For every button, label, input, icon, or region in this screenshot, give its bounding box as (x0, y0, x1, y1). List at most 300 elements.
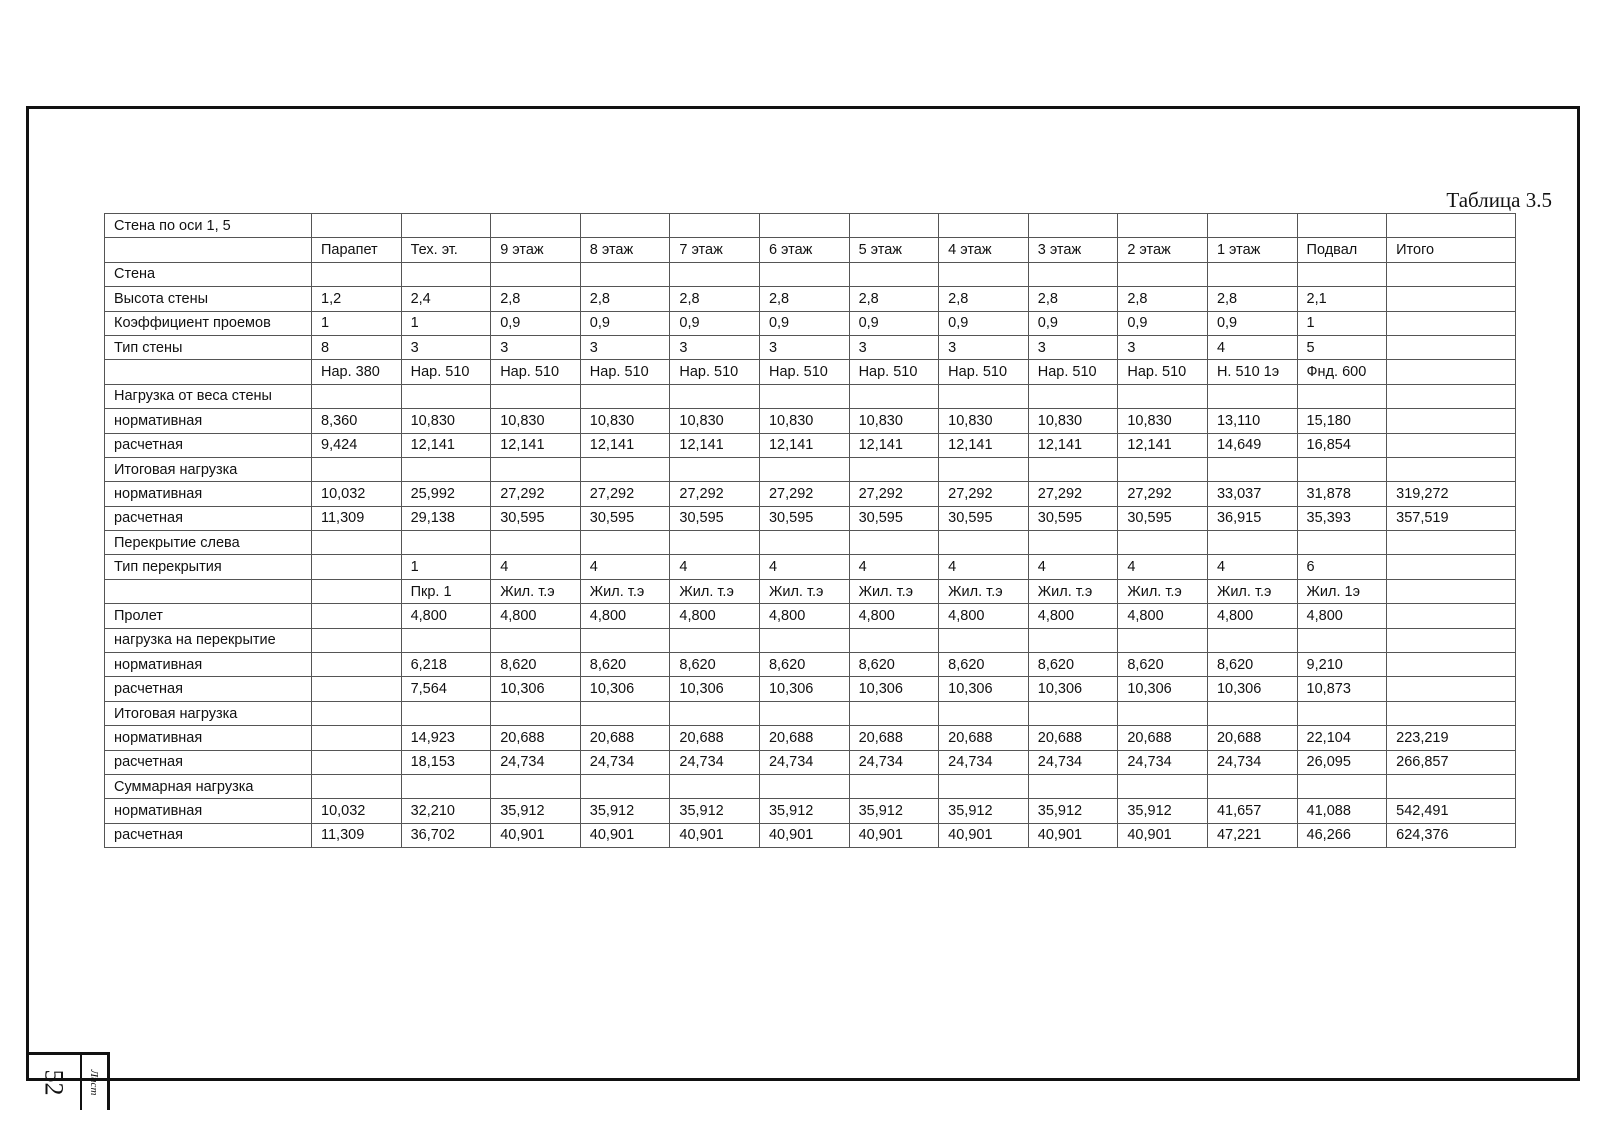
value-cell: 35,912 (670, 799, 760, 823)
total-cell (1387, 653, 1516, 677)
value-cell: 40,901 (670, 823, 760, 847)
value-cell: 12,141 (849, 433, 939, 457)
value-cell: Жил. т.э (849, 579, 939, 603)
value-cell (401, 628, 491, 652)
value-cell (491, 262, 581, 286)
value-cell: 4,800 (670, 604, 760, 628)
total-cell: 357,519 (1387, 506, 1516, 530)
value-cell (1297, 214, 1387, 238)
value-cell: 1 (312, 311, 402, 335)
value-cell (312, 726, 402, 750)
value-cell: 7,564 (401, 677, 491, 701)
value-cell: 31,878 (1297, 482, 1387, 506)
row-label-cell (105, 238, 312, 262)
value-cell: 8,620 (1028, 653, 1118, 677)
total-cell (1387, 604, 1516, 628)
table-row (105, 506, 1516, 530)
value-cell: 12,141 (759, 433, 849, 457)
value-cell: 24,734 (1207, 750, 1297, 774)
value-cell: 30,595 (1028, 506, 1118, 530)
total-cell (1387, 555, 1516, 579)
value-cell (849, 628, 939, 652)
load-table (104, 213, 1516, 848)
total-cell (1387, 628, 1516, 652)
value-cell: 4,800 (1118, 604, 1208, 628)
value-cell (759, 531, 849, 555)
load-table-body (105, 214, 1516, 848)
value-cell: 4 (580, 555, 670, 579)
value-cell: 3 (491, 335, 581, 359)
value-cell (1028, 701, 1118, 725)
value-cell: 1 этаж (1207, 238, 1297, 262)
value-cell (759, 214, 849, 238)
total-cell (1387, 262, 1516, 286)
value-cell: 25,992 (401, 482, 491, 506)
value-cell: 2,1 (1297, 287, 1387, 311)
value-cell (1297, 628, 1387, 652)
value-cell: 20,688 (939, 726, 1029, 750)
value-cell (580, 774, 670, 798)
value-cell (939, 628, 1029, 652)
sheet-number: 52 (40, 1069, 69, 1096)
value-cell: Жил. т.э (759, 579, 849, 603)
total-cell (1387, 335, 1516, 359)
value-cell (849, 774, 939, 798)
value-cell (312, 262, 402, 286)
value-cell: 3 (580, 335, 670, 359)
value-cell: 4,800 (1028, 604, 1118, 628)
row-label-cell: Итоговая нагрузка (105, 701, 312, 725)
value-cell: 10,830 (1118, 409, 1208, 433)
value-cell: 40,901 (1118, 823, 1208, 847)
table-row (105, 384, 1516, 408)
value-cell: 6 этаж (759, 238, 849, 262)
value-cell: 24,734 (939, 750, 1029, 774)
value-cell: 8,620 (1118, 653, 1208, 677)
value-cell (939, 531, 1029, 555)
value-cell (1028, 214, 1118, 238)
value-cell (849, 701, 939, 725)
value-cell (1028, 628, 1118, 652)
value-cell: Жил. т.э (491, 579, 581, 603)
row-label-cell: нормативная (105, 799, 312, 823)
value-cell: 3 (1118, 335, 1208, 359)
value-cell (849, 262, 939, 286)
value-cell: 2 этаж (1118, 238, 1208, 262)
table-row (105, 433, 1516, 457)
value-cell: 4,800 (580, 604, 670, 628)
value-cell: 3 (759, 335, 849, 359)
value-cell: 40,901 (849, 823, 939, 847)
value-cell (939, 774, 1029, 798)
value-cell: 9 этаж (491, 238, 581, 262)
value-cell: Тех. эт. (401, 238, 491, 262)
value-cell: 35,912 (1028, 799, 1118, 823)
value-cell: 22,104 (1297, 726, 1387, 750)
value-cell: Жил. т.э (939, 579, 1029, 603)
value-cell (312, 750, 402, 774)
total-cell: Итого (1387, 238, 1516, 262)
value-cell (312, 774, 402, 798)
table-row (105, 409, 1516, 433)
row-label-cell: Нагрузка от веса стены (105, 384, 312, 408)
row-label-cell: расчетная (105, 750, 312, 774)
value-cell: 30,595 (939, 506, 1029, 530)
value-cell: 10,306 (1118, 677, 1208, 701)
value-cell: 10,830 (759, 409, 849, 433)
total-cell (1387, 214, 1516, 238)
value-cell: 2,8 (1207, 287, 1297, 311)
value-cell: 36,915 (1207, 506, 1297, 530)
value-cell (759, 774, 849, 798)
row-label-cell: Итоговая нагрузка (105, 457, 312, 481)
value-cell: 9,424 (312, 433, 402, 457)
value-cell: 4 (849, 555, 939, 579)
table-row (105, 457, 1516, 481)
value-cell: 30,595 (849, 506, 939, 530)
row-label-cell: расчетная (105, 433, 312, 457)
value-cell: 27,292 (849, 482, 939, 506)
value-cell: 0,9 (1028, 311, 1118, 335)
value-cell: 14,923 (401, 726, 491, 750)
total-cell (1387, 384, 1516, 408)
value-cell: 40,901 (1028, 823, 1118, 847)
value-cell: 27,292 (759, 482, 849, 506)
value-cell (491, 701, 581, 725)
value-cell: 20,688 (759, 726, 849, 750)
value-cell: 24,734 (670, 750, 760, 774)
value-cell: 10,306 (670, 677, 760, 701)
value-cell: 13,110 (1207, 409, 1297, 433)
value-cell: 6,218 (401, 653, 491, 677)
value-cell (401, 701, 491, 725)
value-cell: 27,292 (939, 482, 1029, 506)
value-cell (939, 701, 1029, 725)
total-cell (1387, 677, 1516, 701)
value-cell: 24,734 (580, 750, 670, 774)
value-cell (1297, 701, 1387, 725)
table-row (105, 555, 1516, 579)
value-cell: 0,9 (939, 311, 1029, 335)
value-cell: 8,620 (1207, 653, 1297, 677)
value-cell: Нар. 510 (670, 360, 760, 384)
value-cell (312, 604, 402, 628)
row-label-cell: Перекрытие слева (105, 531, 312, 555)
value-cell (1297, 457, 1387, 481)
value-cell: 3 (670, 335, 760, 359)
value-cell: Нар. 510 (401, 360, 491, 384)
total-cell: 223,219 (1387, 726, 1516, 750)
value-cell (1297, 384, 1387, 408)
value-cell (849, 384, 939, 408)
table-row (105, 823, 1516, 847)
total-cell (1387, 311, 1516, 335)
value-cell: 4,800 (491, 604, 581, 628)
value-cell: 12,141 (580, 433, 670, 457)
row-label-cell: Тип стены (105, 335, 312, 359)
table-row (105, 604, 1516, 628)
value-cell: 8,620 (759, 653, 849, 677)
value-cell: 10,306 (849, 677, 939, 701)
value-cell: 27,292 (491, 482, 581, 506)
value-cell (312, 701, 402, 725)
value-cell: 1 (401, 311, 491, 335)
value-cell: 3 (401, 335, 491, 359)
value-cell: 24,734 (1028, 750, 1118, 774)
value-cell: 4,800 (401, 604, 491, 628)
table-row (105, 238, 1516, 262)
value-cell: Подвал (1297, 238, 1387, 262)
value-cell (491, 628, 581, 652)
value-cell: Жил. т.э (1028, 579, 1118, 603)
value-cell: 29,138 (401, 506, 491, 530)
value-cell (312, 579, 402, 603)
value-cell: Жил. т.э (580, 579, 670, 603)
total-cell (1387, 531, 1516, 555)
value-cell: 41,088 (1297, 799, 1387, 823)
value-cell: 2,4 (401, 287, 491, 311)
total-cell: 266,857 (1387, 750, 1516, 774)
value-cell: 8,620 (491, 653, 581, 677)
value-cell: 26,095 (1297, 750, 1387, 774)
value-cell: 10,830 (401, 409, 491, 433)
value-cell (1028, 262, 1118, 286)
value-cell: 11,309 (312, 506, 402, 530)
value-cell (1207, 628, 1297, 652)
table-row (105, 287, 1516, 311)
table-row (105, 262, 1516, 286)
value-cell: 24,734 (491, 750, 581, 774)
value-cell (849, 457, 939, 481)
value-cell (1207, 384, 1297, 408)
value-cell: 35,912 (1118, 799, 1208, 823)
value-cell: 0,9 (1118, 311, 1208, 335)
value-cell: 40,901 (580, 823, 670, 847)
sheet-stamp (26, 1052, 110, 1110)
value-cell: 3 (849, 335, 939, 359)
value-cell (939, 262, 1029, 286)
value-cell: 3 (939, 335, 1029, 359)
value-cell: 20,688 (1028, 726, 1118, 750)
value-cell: 35,393 (1297, 506, 1387, 530)
table-row (105, 726, 1516, 750)
total-cell (1387, 287, 1516, 311)
value-cell: 10,830 (939, 409, 1029, 433)
value-cell (670, 701, 760, 725)
value-cell: 3 этаж (1028, 238, 1118, 262)
value-cell: 30,595 (580, 506, 670, 530)
value-cell: Жил. 1э (1297, 579, 1387, 603)
value-cell (939, 457, 1029, 481)
value-cell: 0,9 (849, 311, 939, 335)
row-label-cell: Стена (105, 262, 312, 286)
value-cell: Нар. 510 (580, 360, 670, 384)
value-cell: 24,734 (1118, 750, 1208, 774)
value-cell: Нар. 510 (939, 360, 1029, 384)
value-cell: 1,2 (312, 287, 402, 311)
value-cell: Парапет (312, 238, 402, 262)
value-cell (670, 628, 760, 652)
value-cell: 12,141 (1118, 433, 1208, 457)
row-label-cell: Стена по оси 1, 5 (105, 214, 312, 238)
value-cell (401, 531, 491, 555)
value-cell: 30,595 (1118, 506, 1208, 530)
value-cell: 4 (1118, 555, 1208, 579)
value-cell (1028, 384, 1118, 408)
value-cell (1118, 457, 1208, 481)
value-cell (401, 774, 491, 798)
value-cell: Нар. 510 (1118, 360, 1208, 384)
value-cell: 32,210 (401, 799, 491, 823)
value-cell: 30,595 (670, 506, 760, 530)
value-cell (401, 214, 491, 238)
value-cell: 8,620 (939, 653, 1029, 677)
value-cell: 10,306 (491, 677, 581, 701)
value-cell: 2,8 (939, 287, 1029, 311)
table-row (105, 750, 1516, 774)
value-cell (670, 214, 760, 238)
value-cell: 1 (1297, 311, 1387, 335)
value-cell: 10,873 (1297, 677, 1387, 701)
value-cell (1207, 774, 1297, 798)
value-cell: 6 (1297, 555, 1387, 579)
value-cell (759, 628, 849, 652)
value-cell (1118, 531, 1208, 555)
row-label-cell: нормативная (105, 726, 312, 750)
value-cell (1118, 384, 1208, 408)
value-cell: 4 (1207, 555, 1297, 579)
value-cell: 8 (312, 335, 402, 359)
value-cell: 35,912 (759, 799, 849, 823)
value-cell: Фнд. 600 (1297, 360, 1387, 384)
value-cell: 20,688 (670, 726, 760, 750)
total-cell: 319,272 (1387, 482, 1516, 506)
value-cell: 8,620 (670, 653, 760, 677)
value-cell: 20,688 (580, 726, 670, 750)
table-row (105, 799, 1516, 823)
value-cell: 46,266 (1297, 823, 1387, 847)
total-cell (1387, 774, 1516, 798)
table-row (105, 774, 1516, 798)
value-cell: 30,595 (759, 506, 849, 530)
value-cell: 8 этаж (580, 238, 670, 262)
row-label-cell (105, 579, 312, 603)
row-label-cell: расчетная (105, 823, 312, 847)
value-cell: 10,032 (312, 799, 402, 823)
value-cell (670, 384, 760, 408)
value-cell: 4 (939, 555, 1029, 579)
value-cell: 11,309 (312, 823, 402, 847)
table-row (105, 311, 1516, 335)
value-cell (580, 628, 670, 652)
value-cell: 10,032 (312, 482, 402, 506)
total-cell (1387, 409, 1516, 433)
value-cell: 20,688 (849, 726, 939, 750)
value-cell: Жил. т.э (670, 579, 760, 603)
total-cell (1387, 360, 1516, 384)
value-cell: 10,830 (670, 409, 760, 433)
row-label-cell: Коэффициент проемов (105, 311, 312, 335)
value-cell (1297, 774, 1387, 798)
value-cell (312, 214, 402, 238)
value-cell (1028, 531, 1118, 555)
value-cell: 8,620 (580, 653, 670, 677)
table-row (105, 653, 1516, 677)
sheet-label: Лист (88, 1069, 101, 1096)
row-label-cell (105, 360, 312, 384)
table-row (105, 335, 1516, 359)
value-cell (670, 457, 760, 481)
value-cell: Жил. т.э (1118, 579, 1208, 603)
value-cell: 12,141 (401, 433, 491, 457)
table-caption: Таблица 3.5 (1446, 188, 1552, 212)
value-cell: Нар. 510 (491, 360, 581, 384)
value-cell: 27,292 (1028, 482, 1118, 506)
value-cell (401, 384, 491, 408)
value-cell: 20,688 (491, 726, 581, 750)
value-cell (1297, 531, 1387, 555)
value-cell: 4 (670, 555, 760, 579)
value-cell: Пкр. 1 (401, 579, 491, 603)
value-cell: 15,180 (1297, 409, 1387, 433)
value-cell (1297, 262, 1387, 286)
value-cell: Нар. 510 (759, 360, 849, 384)
value-cell (670, 262, 760, 286)
row-label-cell: нагрузка на перекрытие (105, 628, 312, 652)
value-cell: 2,8 (580, 287, 670, 311)
value-cell: 12,141 (1028, 433, 1118, 457)
value-cell (1118, 628, 1208, 652)
row-label-cell: нормативная (105, 482, 312, 506)
value-cell (491, 384, 581, 408)
value-cell: 10,306 (1207, 677, 1297, 701)
value-cell: 10,830 (491, 409, 581, 433)
table-row (105, 701, 1516, 725)
value-cell (849, 531, 939, 555)
value-cell (670, 774, 760, 798)
value-cell: 8,620 (849, 653, 939, 677)
total-cell (1387, 433, 1516, 457)
value-cell: 1 (401, 555, 491, 579)
value-cell: 10,830 (849, 409, 939, 433)
value-cell (759, 384, 849, 408)
table-row (105, 531, 1516, 555)
value-cell: 27,292 (670, 482, 760, 506)
value-cell: 18,153 (401, 750, 491, 774)
value-cell (1118, 774, 1208, 798)
value-cell (580, 701, 670, 725)
row-label-cell: нормативная (105, 653, 312, 677)
value-cell: 40,901 (759, 823, 849, 847)
value-cell: 36,702 (401, 823, 491, 847)
value-cell: 10,306 (580, 677, 670, 701)
value-cell: 4,800 (759, 604, 849, 628)
value-cell (1207, 457, 1297, 481)
value-cell: 4 (491, 555, 581, 579)
value-cell (580, 457, 670, 481)
value-cell: 20,688 (1118, 726, 1208, 750)
table-row (105, 677, 1516, 701)
value-cell (312, 628, 402, 652)
value-cell: 7 этаж (670, 238, 760, 262)
value-cell: 35,912 (849, 799, 939, 823)
table-row (105, 628, 1516, 652)
value-cell (670, 531, 760, 555)
value-cell (312, 555, 402, 579)
value-cell: 47,221 (1207, 823, 1297, 847)
value-cell (401, 457, 491, 481)
table-row (105, 482, 1516, 506)
